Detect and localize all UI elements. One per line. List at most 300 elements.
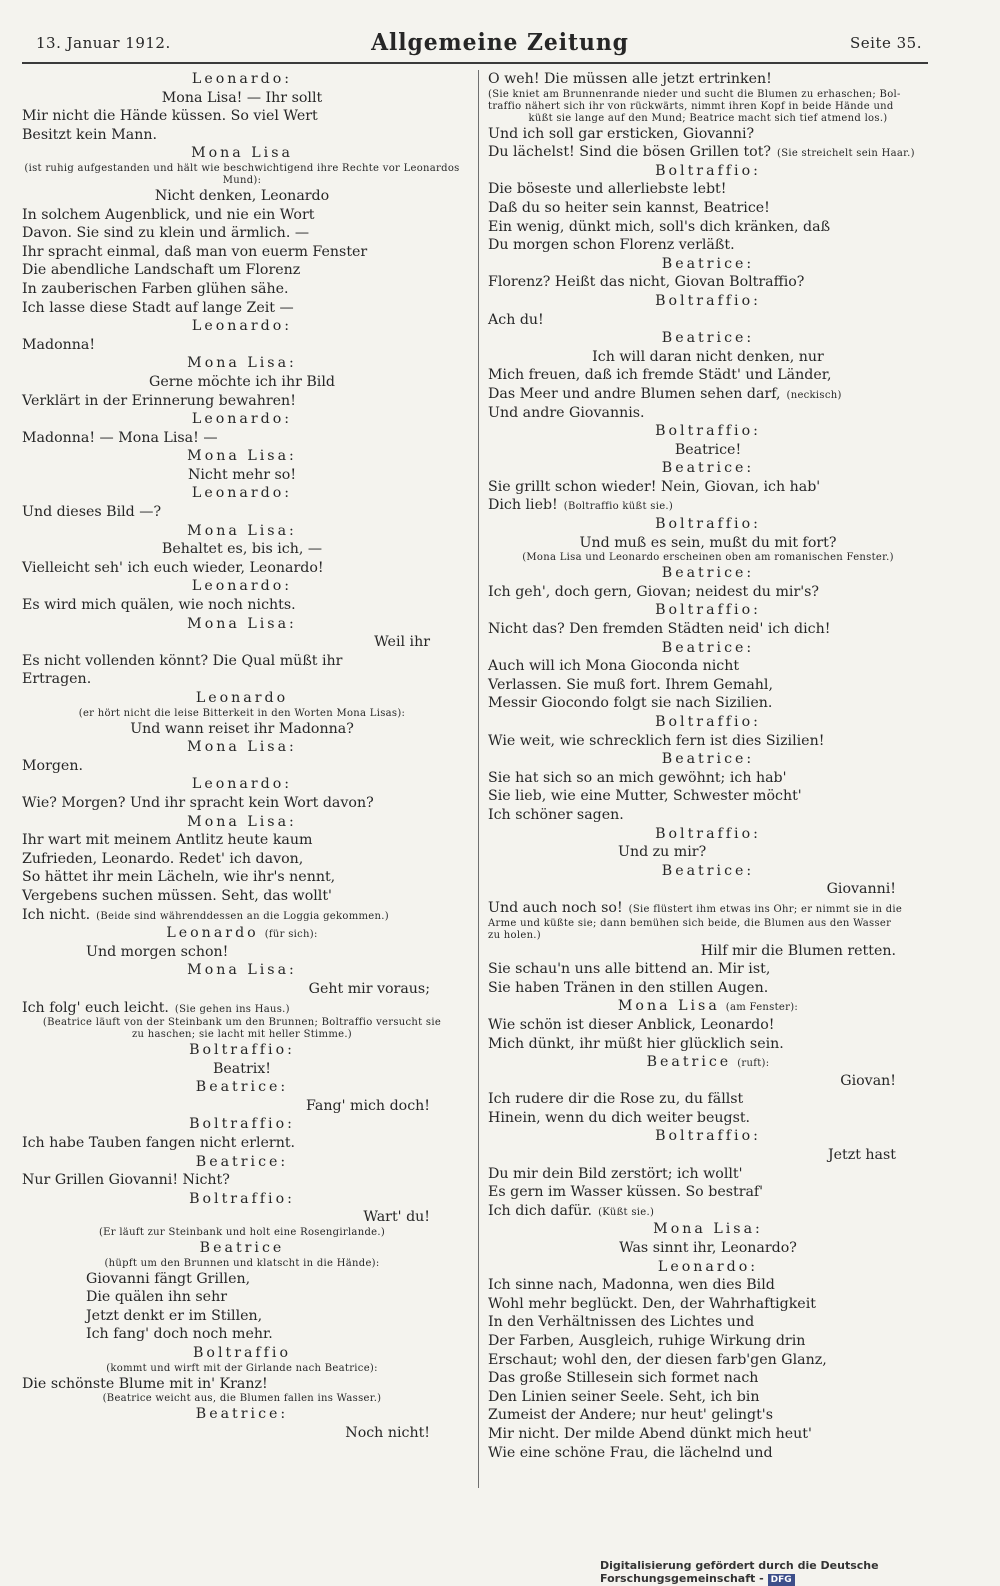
line-text: Vergebens suchen müssen. Seht, das wollt' — [22, 887, 332, 904]
line-text: Ich habe Tauben fangen nicht erlernt. — [22, 1135, 296, 1152]
inline-stage-direction: (ruft): — [737, 1058, 770, 1070]
stage-direction — [488, 113, 928, 125]
line-text: Beatrice: — [661, 751, 755, 768]
verse-line — [22, 1288, 462, 1307]
line-text: In den Verhältnissen des Lichtes und — [488, 1314, 755, 1331]
speaker-name — [22, 775, 462, 794]
line-text: Noch nicht! — [345, 1424, 430, 1441]
verse-line — [22, 503, 462, 522]
verse-line — [488, 1035, 928, 1054]
line-text: Ich nicht. — [22, 906, 91, 923]
stage-direction — [488, 930, 928, 942]
speaker-name — [488, 713, 928, 732]
line-text: Boltraffio: — [655, 292, 761, 309]
line-text: Sie hat sich so an mich gewöhnt; ich hab' — [488, 769, 787, 786]
speaker-name — [22, 144, 462, 163]
line-text: Ich dich dafür. — [488, 1202, 593, 1219]
line-text: Sie lieb, wie eine Mutter, Schwester möcht' — [488, 788, 802, 805]
verse-line — [22, 280, 462, 299]
line-text: Und wann reiset ihr Madonna? — [130, 720, 354, 737]
verse-line — [22, 261, 462, 280]
line-text: Den Linien seiner Seele. Seht, ich bin — [488, 1388, 760, 1405]
line-text: Beatrice: — [661, 862, 755, 879]
line-text: Giovan! — [840, 1072, 896, 1089]
line-text: Weil ihr — [374, 634, 430, 651]
verse-line — [22, 980, 462, 999]
verse-line — [488, 218, 928, 237]
line-text: In solchem Augenblick, und nie ein Wort — [22, 206, 315, 223]
speaker-name — [22, 1405, 462, 1424]
speaker-name — [488, 862, 928, 881]
verse-line — [22, 1097, 462, 1116]
verse-line — [22, 1134, 462, 1153]
line-text: Geht mir voraus; — [308, 980, 430, 997]
verse-line — [488, 1239, 928, 1258]
verse-line — [488, 583, 928, 602]
verse-line — [22, 187, 462, 206]
stage-direction — [22, 1363, 462, 1375]
line-text: Mir nicht die Hände küssen. So viel Wert — [22, 108, 318, 125]
line-text: Sie haben Tränen in den stillen Augen. — [488, 979, 769, 996]
line-text: Das große Stillesein sich formet nach — [488, 1370, 759, 1387]
line-text: Mona Lisa: — [187, 448, 297, 465]
verse-line — [22, 224, 462, 243]
verse-line — [22, 429, 462, 448]
line-text: küßt sie lange auf den Mund; Beatrice macht sich tief atmend los.) — [528, 112, 888, 124]
verse-line — [488, 348, 928, 367]
line-text: Mona Lisa! — Ihr sollt — [161, 89, 323, 106]
verse-line — [22, 720, 462, 739]
line-text: Und ich soll gar ersticken, Giovanni? — [488, 125, 755, 142]
line-text: Du mir dein Bild zerstört; ich wollt' — [488, 1165, 743, 1182]
speaker-name — [22, 317, 462, 336]
line-text: Sie schau'n uns alle bittend an. Mir ist, — [488, 961, 771, 978]
verse-line — [22, 1375, 462, 1394]
line-text: Verlassen. Sie muß fort. Ihrem Gemahl, — [488, 676, 773, 693]
line-text: Leonardo: — [191, 485, 293, 502]
line-text: Beatrice: — [661, 460, 755, 477]
line-text: Ihr spracht einmal, daß man von euerm Fenster — [22, 243, 368, 260]
line-text: Was sinnt ihr, Leonardo? — [619, 1240, 797, 1257]
speaker-name — [22, 738, 462, 757]
verse-line — [22, 392, 462, 411]
line-text: Leonardo: — [191, 71, 293, 87]
line-text: Vielleicht seh' ich euch wieder, Leonardo! — [22, 559, 324, 576]
line-text: Boltraffio: — [655, 516, 761, 533]
line-text: Ich folg' euch leicht. — [22, 999, 169, 1016]
stage-direction — [22, 175, 462, 187]
stage-direction — [488, 552, 928, 564]
line-text: Erschaut; wohl den, der diesen farb'gen Glanz, — [488, 1351, 827, 1368]
line-text: Leonardo: — [191, 578, 293, 595]
line-text: Gerne möchte ich ihr Bild — [149, 373, 335, 390]
verse-line — [22, 559, 462, 578]
line-text: (ist ruhig aufgestanden und hält wie beschwichtigend ihre Rechte vor Leonardos — [24, 162, 460, 174]
line-text: Boltraffio: — [655, 602, 761, 619]
line-text: zu haschen; sie lacht mit heller Stimme.) — [131, 1029, 353, 1041]
line-text: Boltraffio: — [189, 1116, 295, 1133]
line-text: Mona Lisa — [617, 998, 720, 1015]
line-text: Ihr wart mit meinem Antlitz heute kaum — [22, 832, 313, 849]
verse-line — [22, 373, 462, 392]
verse-line — [22, 943, 462, 962]
line-text: Ich fang' doch noch mehr. — [86, 1326, 273, 1343]
line-text: Ich rudere dir die Rose zu, du fällst — [488, 1091, 744, 1108]
speaker-name — [488, 1220, 928, 1239]
speaker-name — [488, 750, 928, 769]
line-text: Boltraffio: — [189, 1190, 295, 1207]
verse-line — [488, 199, 928, 218]
speaker-name — [22, 70, 462, 89]
line-text: Beatrice: — [195, 1153, 289, 1170]
stage-direction — [22, 1393, 462, 1405]
line-text: Die böseste und allerliebste lebt! — [488, 181, 727, 198]
line-text: traffio nähert sich ihr von rückwärts, nimmt ihren Kopf in beide Hände und — [488, 100, 894, 112]
verse-line — [488, 806, 928, 825]
speaker-name — [22, 1190, 462, 1209]
line-text: Davon. Sie sind zu klein und ärmlich. — — [22, 225, 310, 242]
line-text: Wie? Morgen? Und ihr spracht kein Wort davon? — [22, 794, 374, 811]
line-text: Boltraffio: — [655, 1128, 761, 1145]
verse-line — [488, 1332, 928, 1351]
line-text: Nur Grillen Giovanni! Nicht? — [22, 1172, 230, 1189]
line-text: (Mona Lisa und Leonardo erscheinen oben am romanischen Fenster.) — [522, 552, 894, 564]
line-text: Jetzt hast — [827, 1147, 896, 1164]
inline-stage-direction: (Küßt sie.) — [598, 1206, 655, 1218]
header-rule — [22, 62, 928, 64]
line-text: Zumeist der Andere; nur heut' gelingt's — [488, 1407, 773, 1424]
line-text: (Beatrice läuft von der Steinbank um den Brunnen; Boltraffio versucht sie — [42, 1017, 442, 1029]
line-text: Messir Giocondo folgt sie nach Sizilien. — [488, 695, 773, 712]
verse-line — [22, 596, 462, 615]
speaker-name — [22, 1153, 462, 1172]
verse-line — [22, 794, 462, 813]
footer-text: Digitalisierung gefördert durch die Deutsche Forschungsgemeinschaft - — [600, 1559, 879, 1585]
line-text: Die quälen ihn sehr — [86, 1289, 227, 1306]
verse-line — [488, 1276, 928, 1295]
line-text: Wie eine schöne Frau, die lächelnd und — [488, 1444, 773, 1461]
speaker-name — [488, 601, 928, 620]
speaker-name — [22, 1041, 462, 1060]
line-text: Ich will daran nicht denken, nur — [592, 348, 824, 365]
line-text: Nicht das? Den fremden Städten neid' ich dich! — [488, 621, 831, 638]
verse-line — [488, 1202, 928, 1221]
speaker-name — [22, 410, 462, 429]
line-text: Morgen. — [22, 757, 83, 774]
line-text: Und dieses Bild —? — [22, 504, 162, 521]
verse-line — [488, 366, 928, 385]
verse-line — [22, 831, 462, 850]
line-text: Beatrice: — [661, 330, 755, 347]
verse-line — [22, 1424, 462, 1443]
line-text: (kommt und wirft mit der Girlande nach Beatrice): — [106, 1362, 378, 1374]
verse-line — [488, 1444, 928, 1463]
line-text: Beatrice — [199, 1240, 285, 1257]
verse-line — [488, 1109, 928, 1128]
stage-direction — [22, 1227, 462, 1239]
stage-direction — [488, 918, 928, 930]
speaker-name — [488, 162, 928, 181]
line-text: Und muß es sein, mußt du mit fort? — [579, 534, 837, 551]
speaker-name — [22, 522, 462, 541]
line-text: Mona Lisa: — [187, 739, 297, 756]
speaker-name — [22, 689, 462, 708]
line-text: Boltraffio: — [655, 825, 761, 842]
line-text: Verklärt in der Erinnerung bewahren! — [22, 392, 296, 409]
inline-stage-direction: (für sich): — [264, 929, 318, 941]
verse-line — [488, 942, 928, 961]
verse-line — [22, 299, 462, 318]
verse-line — [22, 999, 462, 1018]
issue-date: 13. Januar 1912. — [36, 34, 171, 52]
verse-line — [488, 404, 928, 423]
line-text: Mona Lisa: — [187, 522, 297, 539]
speaker-name — [488, 292, 928, 311]
line-text: Ein wenig, dünkt mich, soll's dich kränken, daß — [488, 218, 831, 235]
line-text: Leonardo — [195, 690, 289, 706]
line-text: Giovanni fängt Grillen, — [86, 1270, 251, 1287]
line-text: Beatrix! — [212, 1060, 271, 1077]
line-text: Mona Lisa: — [187, 355, 297, 372]
inline-stage-direction: (Sie flüstert ihm etwas ins Ohr; er nimmt sie in die — [628, 903, 903, 915]
verse-line — [22, 887, 462, 906]
line-text: Und auch noch so! — [488, 899, 623, 916]
speaker-name — [488, 515, 928, 534]
stage-direction — [488, 89, 928, 101]
line-text: Beatrice! — [674, 441, 742, 458]
verse-line — [488, 143, 928, 162]
line-text: Nicht mehr so! — [187, 466, 297, 483]
verse-line — [488, 1406, 928, 1425]
line-text: Boltraffio: — [655, 162, 761, 179]
verse-line — [22, 466, 462, 485]
stage-direction — [22, 1017, 462, 1029]
inline-stage-direction: (am Fenster): — [725, 1002, 799, 1014]
verse-line — [22, 906, 462, 925]
verse-line — [488, 1313, 928, 1332]
line-text: Arme und küßte sie; dann bemühen sich beide, die Blumen aus den Wasser — [488, 917, 892, 929]
line-text: Leonardo — [166, 925, 259, 942]
speaker-name — [488, 255, 928, 274]
line-text: Giovanni! — [826, 881, 896, 898]
verse-line — [488, 960, 928, 979]
line-text: zu holen.) — [488, 929, 541, 941]
verse-line — [22, 633, 462, 652]
inline-stage-direction: (Sie streichelt sein Haar.) — [777, 148, 915, 160]
verse-line — [488, 620, 928, 639]
verse-line — [488, 880, 928, 899]
verse-line — [22, 670, 462, 689]
line-text: Der Farben, Ausgleich, ruhige Wirkung drin — [488, 1333, 806, 1349]
line-text: Leonardo: — [191, 776, 293, 793]
verse-line — [488, 1351, 928, 1370]
line-text: Jetzt denkt er im Stillen, — [86, 1307, 263, 1324]
line-text: Auch will ich Mona Gioconda nicht — [488, 658, 740, 675]
inline-stage-direction: (Beide sind währenddessen an die Loggia gekommen.) — [96, 910, 389, 922]
line-text: Mir nicht. Der milde Abend dünkt mich heut' — [488, 1425, 812, 1442]
verse-line — [22, 1270, 462, 1289]
verse-line — [488, 1388, 928, 1407]
dfg-logo: DFG — [768, 1574, 795, 1586]
line-text: Leonardo: — [191, 318, 293, 335]
line-text: Zufrieden, Leonardo. Redet' ich davon, — [22, 850, 304, 867]
verse-line — [22, 1208, 462, 1227]
line-text: Wohl mehr beglückt. Den, der Wahrhaftigkeit — [488, 1295, 816, 1312]
speaker-name — [22, 924, 462, 943]
line-text: (Beatrice weicht aus, die Blumen fallen ins Wasser.) — [102, 1393, 382, 1405]
line-text: Ach du! — [488, 311, 544, 328]
line-text: Boltraffio: — [655, 423, 761, 440]
line-text: Behaltet es, bis ich, — — [161, 541, 323, 558]
line-text: Ich lasse diese Stadt auf lange Zeit — — [22, 299, 294, 316]
speaker-name — [22, 615, 462, 634]
speaker-name — [22, 484, 462, 503]
line-text: Und andre Giovannis. — [488, 404, 645, 421]
line-text: Mona Lisa: — [187, 962, 297, 979]
line-text: Mona Lisa: — [653, 1221, 763, 1238]
speaker-name — [488, 422, 928, 441]
verse-line — [22, 336, 462, 355]
newspaper-title: Allgemeine Zeitung — [371, 29, 629, 56]
stage-direction — [488, 101, 928, 113]
line-text: Beatrice — [646, 1054, 732, 1071]
verse-line — [488, 1146, 928, 1165]
line-text: Leonardo: — [191, 411, 293, 428]
inline-stage-direction: (neckisch) — [786, 389, 842, 401]
verse-line — [488, 496, 928, 515]
verse-line — [488, 843, 928, 862]
line-text: Wart' du! — [363, 1209, 430, 1226]
verse-line — [22, 243, 462, 262]
speaker-name — [22, 1344, 462, 1363]
speaker-name — [22, 354, 462, 373]
line-text: In zauberischen Farben glühen sähe. — [22, 280, 289, 297]
line-text: Mich freuen, daß ich fremde Städt' und Länder, — [488, 367, 832, 384]
line-text: Hinein, wenn du dich weiter beugst. — [488, 1109, 751, 1126]
verse-line — [488, 180, 928, 199]
right-column — [488, 70, 928, 1462]
verse-line — [488, 1090, 928, 1109]
line-text: Florenz? Heißt das nicht, Giovan Boltraffio? — [488, 274, 805, 291]
speaker-name — [488, 564, 928, 583]
verse-line — [488, 1016, 928, 1035]
line-text: Es nicht vollenden könnt? Die Qual müßt ihr — [22, 652, 343, 669]
speaker-name — [22, 1239, 462, 1258]
verse-line — [488, 732, 928, 751]
verse-line — [488, 899, 928, 918]
verse-line — [488, 979, 928, 998]
line-text: Mona Lisa — [191, 145, 293, 162]
verse-line — [22, 540, 462, 559]
line-text: Du morgen schon Florenz verläßt. — [488, 237, 735, 254]
verse-line — [488, 534, 928, 553]
verse-line — [488, 236, 928, 255]
verse-line — [488, 1183, 928, 1202]
line-text: (Er läuft zur Steinbank und holt eine Rosengirlande.) — [98, 1227, 386, 1239]
line-text: Ich geh', doch gern, Giovan; neidest du mir's? — [488, 583, 820, 600]
line-text: Boltraffio: — [655, 714, 761, 730]
speaker-name — [488, 997, 928, 1016]
verse-line — [488, 385, 928, 404]
line-text: Es wird mich quälen, wie noch nichts. — [22, 597, 296, 614]
verse-line — [22, 89, 462, 108]
line-text: Und morgen schon! — [86, 943, 229, 960]
verse-line — [22, 126, 462, 145]
verse-line — [488, 125, 928, 144]
verse-line — [22, 206, 462, 225]
speaker-name — [22, 813, 462, 832]
verse-line — [488, 1165, 928, 1184]
column-divider — [478, 70, 479, 1488]
stage-direction — [22, 1258, 462, 1270]
verse-line — [488, 1072, 928, 1091]
verse-line — [22, 1325, 462, 1344]
line-text: Nicht denken, Leonardo — [154, 187, 330, 204]
inline-stage-direction: (Boltraffio küßt sie.) — [563, 501, 674, 513]
line-text: Ich sinne nach, Madonna, wen dies Bild — [488, 1277, 775, 1294]
speaker-name — [488, 459, 928, 478]
line-text: Beatrice: — [661, 639, 755, 656]
verse-line — [22, 868, 462, 887]
verse-line — [488, 787, 928, 806]
verse-line — [22, 1171, 462, 1190]
line-text: Sie grillt schon wieder! Nein, Giovan, ich hab' — [488, 478, 821, 495]
left-column — [22, 70, 462, 1442]
line-text: (er hört nicht die leise Bitterkeit in den Worten Mona Lisas): — [78, 707, 406, 719]
line-text: O weh! Die müssen alle jetzt ertrinken! — [488, 71, 772, 87]
verse-line — [488, 657, 928, 676]
line-text: Daß du so heiter sein kannst, Beatrice! — [488, 199, 770, 216]
line-text: Wie schön ist dieser Anblick, Leonardo! — [488, 1016, 775, 1033]
line-text: Madonna! — [22, 336, 96, 353]
line-text: Mich dünkt, ihr müßt hier glücklich sein. — [488, 1035, 784, 1052]
line-text: Beatrice: — [195, 1406, 289, 1423]
verse-line — [488, 478, 928, 497]
line-text: Besitzt kein Mann. — [22, 126, 157, 143]
verse-line — [22, 850, 462, 869]
verse-line — [488, 1425, 928, 1444]
speaker-name — [22, 447, 462, 466]
speaker-name — [22, 577, 462, 596]
line-text: Beatrice: — [661, 255, 755, 272]
line-text: Mona Lisa: — [187, 813, 297, 830]
inline-stage-direction: (Sie gehen ins Haus.) — [174, 1003, 290, 1015]
line-text: Die schönste Blume mit in' Kranz! — [22, 1375, 268, 1392]
line-text: Hilf mir die Blumen retten. — [700, 942, 896, 959]
verse-line — [488, 273, 928, 292]
verse-line — [488, 1369, 928, 1388]
line-text: So hättet ihr mein Lächeln, wie ihr's nennt, — [22, 869, 336, 886]
line-text: Madonna! — Mona Lisa! — — [22, 429, 218, 446]
line-text: Fang' mich doch! — [306, 1097, 430, 1114]
line-text: Beatrice: — [195, 1079, 289, 1096]
verse-line — [488, 1295, 928, 1314]
line-text: (hüpft um den Brunnen und klatscht in die Hände): — [104, 1257, 380, 1269]
page-number: Seite 35. — [850, 34, 922, 52]
speaker-name — [22, 1115, 462, 1134]
line-text: Mona Lisa: — [187, 615, 297, 632]
stage-direction — [22, 708, 462, 720]
line-text: Ertragen. — [22, 671, 92, 688]
verse-line — [22, 107, 462, 126]
line-text: Du lächelst! Sind die bösen Grillen tot? — [488, 144, 772, 161]
verse-line — [488, 769, 928, 788]
verse-line — [22, 1307, 462, 1326]
speaker-name — [22, 1078, 462, 1097]
verse-line — [22, 652, 462, 671]
verse-line — [22, 757, 462, 776]
line-text: Es gern im Wasser küssen. So bestraf' — [488, 1184, 764, 1201]
